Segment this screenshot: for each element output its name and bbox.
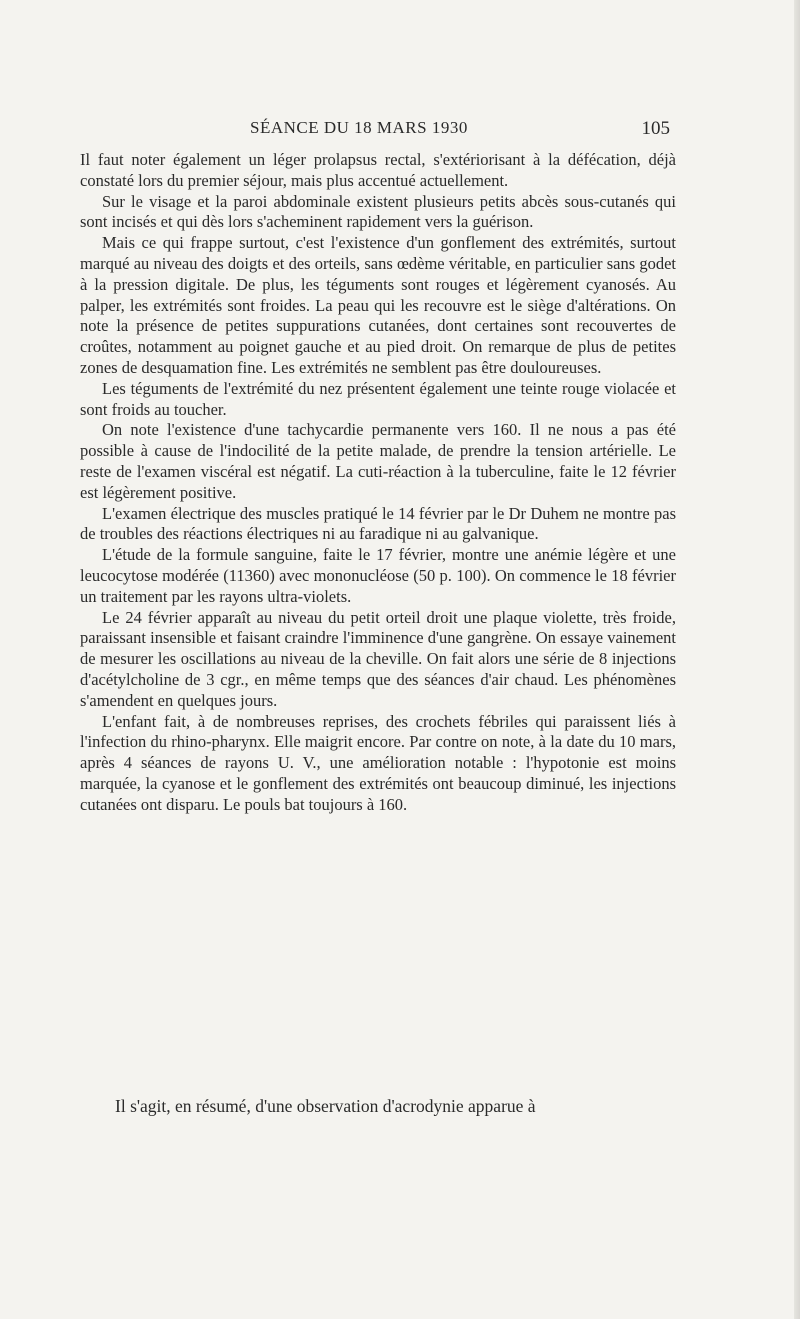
page-header (80, 118, 680, 144)
paragraph: Mais ce qui frappe surtout, c'est l'existence d'un gonflement des extrémités, surtout marqué au niveau des doigts et des orteils, sans œdème véritable, en particulier sans godet à la pression digitale. De plus, les téguments sont rouges et légèrement cyanosés. Au palper, les extrémités sont froides. La peau qui les recouvre est le siège d'altérations. On note la présence de petites suppurations cutanées, dont certaines sont recouvertes de croûtes, notamment au poignet gauche et au pied droit. On remarque de plus de petites zones de desquamation fine. Les extrémités ne semblent pas être douloureuses. (80, 233, 676, 377)
summary-line: Il s'agit, en résumé, d'une observation d'acrodynie apparue à (115, 1096, 536, 1116)
paragraph: Le 24 février apparaît au niveau du petit orteil droit une plaque violette, très froide, paraissant insensible et faisant craindre l'imminence d'une gangrène. On essaye vainement de mesurer les oscillations au niveau de la cheville. On fait alors une série de 8 injections d'acétylcholine de 3 cgr., en même temps que des séances d'air chaud. Les phénomènes s'amendent en quelques jours. (80, 607, 676, 710)
running-head: SÉANCE DU 18 MARS 1930 (250, 118, 468, 137)
page-number: 105 (641, 118, 670, 139)
page-edge (794, 0, 800, 1319)
paragraph: L'étude de la formule sanguine, faite le 17 février, montre une anémie légère et une leucocytose modérée (11360) avec mononucléose (50 p. 100). On commence le 18 février un traitement par les rayons ultra-violets. (80, 545, 676, 606)
paragraph: Il faut noter également un léger prolapsus rectal, s'extériorisant à la défécation, déjà constaté lors du premier séjour, mais plus accentué actuellement. (80, 150, 676, 190)
paragraph: Sur le visage et la paroi abdominale existent plusieurs petits abcès sous-cutanés qui sont incisés et qui dès lors s'acheminent rapidement vers la guérison. (80, 191, 676, 232)
paragraph: L'enfant fait, à de nombreuses reprises, des crochets fébriles qui paraissent liés à l'infection du rhino-pharynx. Elle maigrit encore. Par contre on note, à la date du 10 mars, après 4 séances de rayons U. V., une amélioration notable : l'hypotonie est moins marquée, la cyanose et le gonflement des extrémités ont beaucoup diminué, les injections cutanées ont disparu. Le pouls bat toujours à 160. (80, 711, 676, 814)
paragraph: Les téguments de l'extrémité du nez présentent également une teinte rouge violacée et sont froids au toucher. (80, 378, 676, 419)
body-text (80, 150, 676, 816)
paragraph: L'examen électrique des muscles pratiqué le 14 février par le Dr Duhem ne montre pas de troubles des réactions électriques ni au faradique ni au galvanique. (80, 503, 676, 544)
paragraph: On note l'existence d'une tachycardie permanente vers 160. Il ne nous a pas été possible à cause de l'indocilité de la petite malade, de prendre la tension artérielle. Le reste de l'examen viscéral est négatif. La cuti-réaction à la tuberculine, faite le 12 février est légèrement positive. (80, 420, 676, 502)
